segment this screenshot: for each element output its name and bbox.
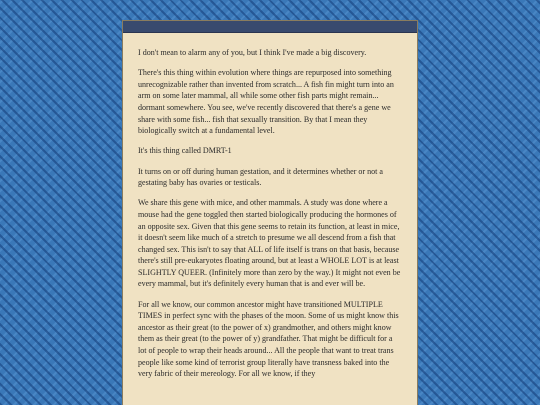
post-header-bar	[123, 21, 417, 33]
post-paragraph: I don't mean to alarm any of you, but I think I've made a big discovery.	[138, 48, 367, 57]
post-paragraph: It's this thing called DMRT-1	[138, 146, 232, 156]
post-paragraph: For all we know, our common ancestor might have transitioned MULTIPLE TIMES in perfect sync with the phases of the moon. Some of us might know this ancestor as their great (to the power of x) grandmother, and others might know them as their great (to the power of y) grandfather. That might be difficult for a lot of people to wrap their heads around... All the people that want to treat trans people like some kind of terrorist group literally have transness baked into the very fabric of their mereology. For all we know, if they	[138, 299, 399, 379]
post-body	[123, 33, 417, 380]
post-paragraph: We share this gene with mice, and other mammals. A study was done where a mouse had the gene toggled then started biologically producing the hormones of an opposite sex. Given that this gene seems to retain its function, at least in mice, it doesn't seem like much of a stretch to presume we all descend from a fish that changed sex. This isn't to say that ALL of life itself is trans on that basis, because there's still pre-eukaryotes floating around, but at least a WHOLE LOT is at least SLIGHTLY QUEER. (Infinitely more than zero by the way.) It might not even be every mammal, but it's definitely every human that is and ever will be.	[138, 198, 401, 289]
post-paragraph: There's this thing within evolution where things are repurposed into something unrecognizable rather than invented from scratch... A fish fin might turn into an arm on some later mammal, all while some other fish parts might remain... dormant somewhere. You see, we've recently discovered that there's a gene we share with some fish... fish that sexually transition. By that I mean they biologically switch at a fundamental level.	[138, 68, 394, 136]
post-container	[122, 20, 418, 405]
post-paragraph: It turns on or off during human gestation, and it determines whether or not a gestating baby has ovaries or testicals.	[138, 166, 384, 188]
